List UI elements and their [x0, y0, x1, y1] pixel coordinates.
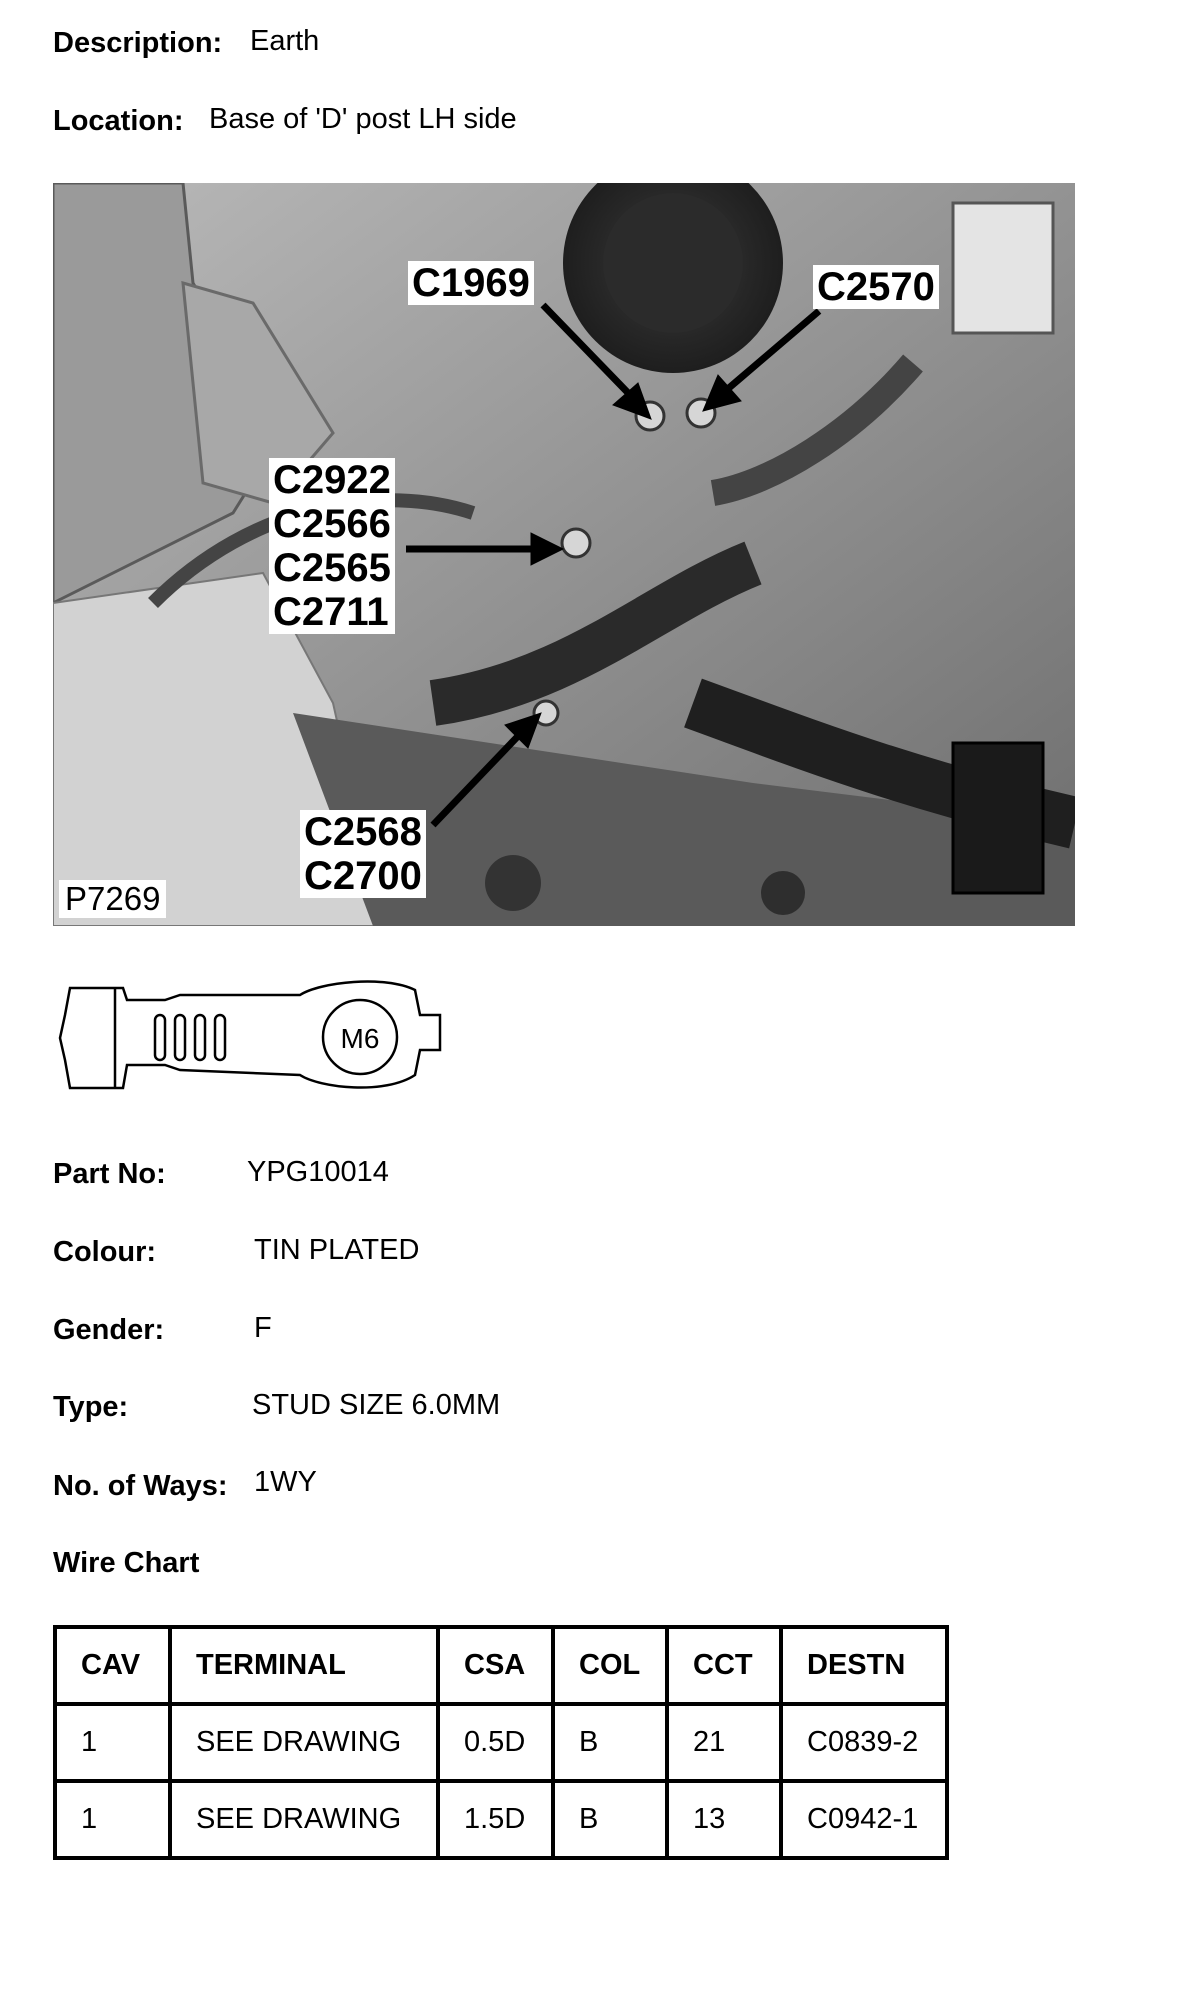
description-label: Description: [53, 27, 223, 59]
wire-chart-table [53, 1625, 949, 1860]
table-cell: 1.5D [438, 1781, 553, 1858]
table-row [55, 1704, 947, 1781]
location-label: Location: [53, 105, 184, 137]
callout-c1969 [408, 261, 534, 305]
table-cell: C0839-2 [781, 1704, 947, 1781]
column-header: COL [553, 1627, 667, 1704]
column-header: CAV [55, 1627, 170, 1704]
ring-terminal-drawing [55, 970, 455, 1105]
location-value: Base of 'D' post LH side [209, 103, 517, 135]
table-cell: B [553, 1781, 667, 1858]
type-label: Type: [53, 1391, 129, 1423]
colour-label: Colour: [53, 1236, 157, 1268]
callout-label: C2565 [273, 546, 391, 590]
photo-reference: P7269 [59, 880, 166, 918]
callout-group-bottom [300, 810, 426, 898]
callout-label: C1969 [412, 261, 530, 305]
column-header: CSA [438, 1627, 553, 1704]
table-cell: 1 [55, 1704, 170, 1781]
callout-label: C2922 [273, 458, 391, 502]
gender-label: Gender: [53, 1314, 165, 1346]
callout-label: C2700 [304, 854, 422, 898]
column-header: CCT [667, 1627, 781, 1704]
table-row [55, 1781, 947, 1858]
callout-group-middle [269, 458, 395, 634]
part-no-label: Part No: [53, 1158, 166, 1190]
gender-value: F [254, 1312, 272, 1344]
ways-label: No. of Ways: [53, 1470, 228, 1502]
callout-label: C2711 [273, 590, 389, 634]
description-value: Earth [250, 25, 320, 57]
stud-size-label: M6 [340, 1023, 380, 1054]
table-cell: B [553, 1704, 667, 1781]
callout-c2570 [813, 265, 939, 309]
table-cell: 1 [55, 1781, 170, 1858]
callout-label: C2568 [304, 810, 422, 854]
table-cell: 0.5D [438, 1704, 553, 1781]
ways-value: 1WY [254, 1466, 317, 1498]
part-no-value: YPG10014 [247, 1156, 389, 1188]
table-header-row [55, 1627, 947, 1704]
callout-label: C2566 [273, 502, 391, 546]
table-cell: 13 [667, 1781, 781, 1858]
table-cell: 21 [667, 1704, 781, 1781]
table-cell: SEE DRAWING [170, 1704, 438, 1781]
column-header: DESTN [781, 1627, 947, 1704]
wire-chart-title: Wire Chart [53, 1547, 200, 1579]
column-header: TERMINAL [170, 1627, 438, 1704]
table-cell: C0942-1 [781, 1781, 947, 1858]
type-value: STUD SIZE 6.0MM [252, 1389, 501, 1421]
colour-value: TIN PLATED [254, 1234, 420, 1266]
table-cell: SEE DRAWING [170, 1781, 438, 1858]
connector-location-photo [53, 183, 1075, 926]
callout-label: C2570 [817, 265, 935, 309]
